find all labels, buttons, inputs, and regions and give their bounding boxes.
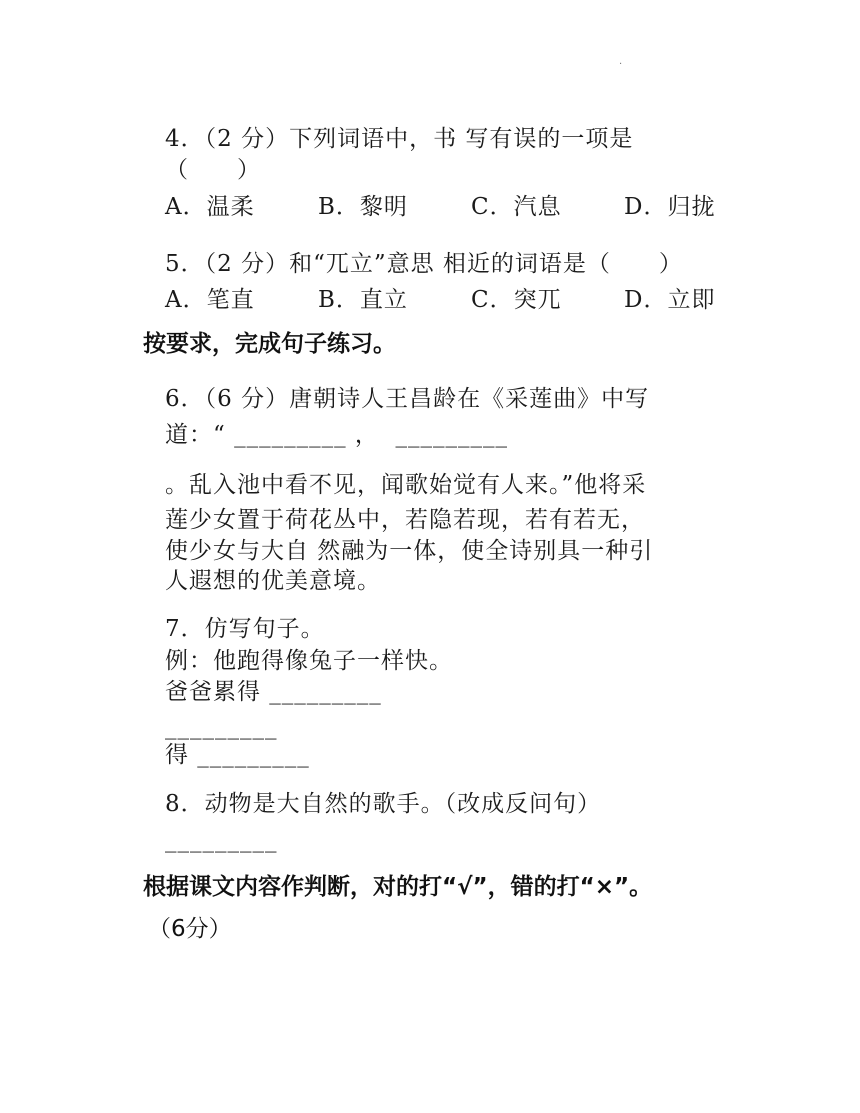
q7-title: 7．仿写句子。 [165,616,325,642]
q5-option-c: C．突兀 [471,287,562,313]
header-mark: . [619,56,623,67]
q7-line-3: 得 _________ [165,742,310,768]
q8-blank: _________ [165,827,278,853]
q5-stem: 5．（2 分）和“兀立”意思 相近的词语是（ ） [165,251,683,277]
q4-option-d: D．归拢 [624,194,716,220]
q6-line-5: 使少女与大自 然融为一体，使全诗别具一种引 [165,538,654,564]
section-heading-judgement: 根据课文内容作判断，对的打“√”，错的打“×”。 [143,874,653,900]
q7-example: 例：他跑得像兔子一样快。 [165,648,453,674]
q5-option-b: B．直立 [318,287,408,313]
q4-answer-paren: （ ） [165,157,261,183]
section-heading-judgement-points: （6分） [148,916,232,942]
q7-line-1: 爸爸累得 _________ [165,679,382,705]
q6-line-3: 。乱入池中看不见，闻歌始觉有人来。”他将采 [165,472,647,498]
section-heading-sentence-practice: 按要求，完成句子练习。 [143,331,396,357]
q4-option-c: C．汽息 [471,194,562,220]
q7-line-2-blank: _________ [165,714,278,740]
q4-option-b: B．黎明 [318,194,408,220]
q8-stem: 8．动物是大自然的歌手。（改成反问句） [165,791,602,817]
q6-line-6: 人遐想的优美意境。 [165,568,381,594]
q6-line-1: 6．（6 分）唐朝诗人王昌龄在《采莲曲》中写 [165,386,650,412]
q6-line-4: 莲少女置于荷花丛中，若隐若现，若有若无， [165,507,645,533]
q6-line-2-blanks: 道：“ _________ ， _________ [165,422,509,448]
q4-stem: 4．（2 分）下列词语中，书 写有误的一项是 [165,126,634,152]
q5-option-a: A．笔直 [165,287,255,313]
q4-option-a: A．温柔 [165,194,255,220]
q5-option-d: D．立即 [624,287,716,313]
